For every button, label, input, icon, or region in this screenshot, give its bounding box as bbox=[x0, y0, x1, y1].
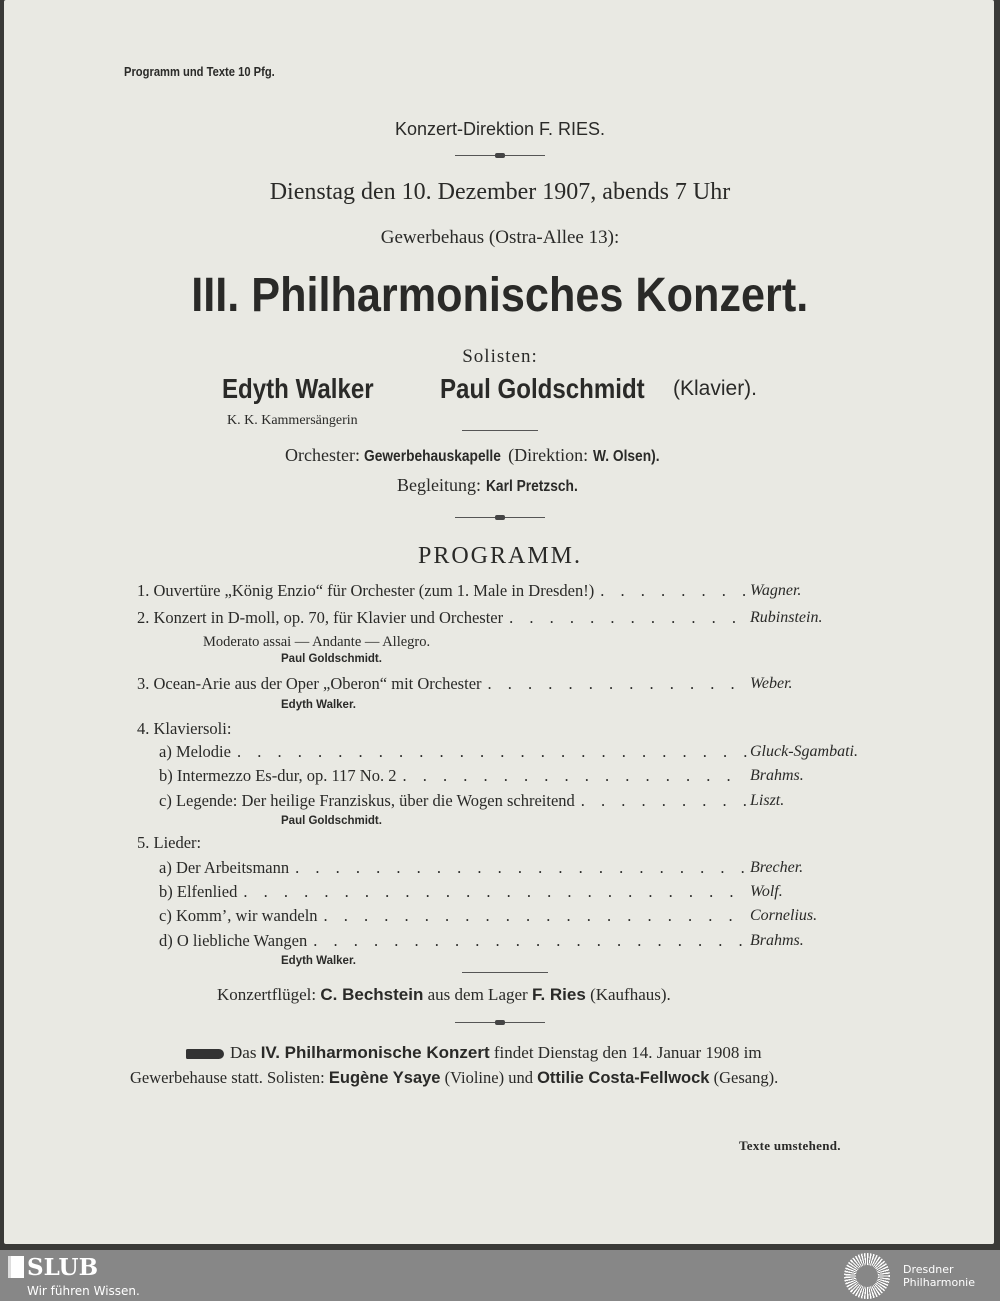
composer: Liszt. bbox=[750, 792, 785, 809]
concert-date: Dienstag den 10. Dezember 1907, abends 7 Uhr bbox=[269, 179, 731, 205]
ornament-divider bbox=[455, 517, 545, 520]
soloists-label: Solisten: bbox=[462, 346, 538, 367]
performer: Paul Goldschmidt. bbox=[281, 653, 382, 665]
performer: Paul Goldschmidt. bbox=[281, 815, 382, 827]
ornament-divider bbox=[455, 1022, 545, 1025]
performer: Edyth Walker. bbox=[281, 699, 356, 711]
program-item-5b: b) Elfenlied . . . bbox=[137, 882, 747, 902]
philharmonie-logo-icon bbox=[844, 1253, 890, 1299]
soloist-walker: Edyth Walker bbox=[222, 373, 374, 404]
program-item-5: 5. Lieder: bbox=[137, 833, 202, 852]
composer: Wolf. bbox=[750, 883, 783, 900]
orchestra-line: Orchester: Gewerbehauskapelle (Direktion: W. Olsen). bbox=[285, 445, 660, 465]
slub-book-icon bbox=[8, 1256, 24, 1278]
concert-title: III. Philharmonisches Konzert. bbox=[191, 269, 809, 322]
composer: Brahms. bbox=[750, 932, 804, 949]
ornament-divider bbox=[455, 155, 545, 158]
program-item-5a: a) Der Arbeitsmann . . . bbox=[137, 858, 747, 878]
program-heading: PROGRAMM. bbox=[417, 543, 583, 569]
divider bbox=[462, 430, 538, 431]
verso-note: Texte umstehend. bbox=[739, 1138, 841, 1153]
soloist-title: K. K. Kammersängerin bbox=[227, 413, 358, 428]
pointing-hand-icon bbox=[186, 1049, 224, 1059]
soloist-instrument: (Klavier). bbox=[673, 377, 758, 400]
program-item-2: 2. Konzert in D-moll, op. 70, für Klavier und Orchester . . . bbox=[137, 608, 747, 628]
program-item-4c: c) Legende: Der heilige Franziskus, über die Wogen schreitend . . . bbox=[137, 791, 747, 811]
movements: Moderato assai — Andante — Allegro. bbox=[203, 634, 431, 650]
slub-tagline: Wir führen Wissen. bbox=[27, 1284, 140, 1298]
program-item-5d: d) O liebliche Wangen . . . bbox=[137, 931, 747, 951]
composer: Gluck-Sgambati. bbox=[750, 743, 858, 760]
composer: Wagner. bbox=[750, 582, 802, 599]
program-item-3: 3. Ocean-Arie aus der Oper „Oberon“ mit Orchester . . . bbox=[137, 674, 747, 694]
program-item-1: 1. Ouvertüre „König Enzio“ für Orchester (zum 1. Male in Dresden!) . . . bbox=[137, 581, 747, 601]
program-item-5c: c) Komm’, wir wandeln . . . bbox=[137, 906, 747, 926]
concert-direction: Konzert-Direktion F. RIES. bbox=[394, 119, 606, 139]
performer: Edyth Walker. bbox=[281, 955, 356, 967]
venue: Gewerbehaus (Ostra-Allee 13): bbox=[380, 227, 620, 248]
program-item-4b: b) Intermezzo Es-dur, op. 117 No. 2 . . . bbox=[137, 766, 747, 786]
composer: Brahms. bbox=[750, 767, 804, 784]
soloist-goldschmidt: Paul Goldschmidt bbox=[440, 373, 645, 404]
philharmonie-name[interactable]: Dresdner Philharmonie bbox=[903, 1263, 975, 1289]
piano-credit: Konzertflügel: C. Bechstein aus dem Lager F. Ries (Kaufhaus). bbox=[217, 985, 671, 1004]
price-note: Programm und Texte 10 Pfg. bbox=[124, 64, 275, 79]
composer: Weber. bbox=[750, 675, 793, 692]
slub-logo[interactable]: SLUB bbox=[27, 1254, 99, 1281]
next-concert-notice: Das IV. Philharmonische Konzert findet Dienstag den 14. Januar 1908 im bbox=[186, 1043, 762, 1063]
divider bbox=[462, 972, 548, 973]
composer: Brecher. bbox=[750, 859, 804, 876]
composer: Rubinstein. bbox=[750, 609, 823, 626]
footer-bar bbox=[0, 1250, 1000, 1301]
next-concert-notice-line2: Gewerbehause statt. Solisten: Eugène Ysaye (Violine) und Ottilie Costa-Fellwock (Gesang). bbox=[130, 1068, 779, 1087]
accompanist-line: Begleitung: Karl Pretzsch. bbox=[397, 475, 578, 495]
program-item-4: 4. Klaviersoli: bbox=[137, 719, 232, 738]
program-item-4a: a) Melodie . . . bbox=[137, 742, 747, 762]
composer: Cornelius. bbox=[750, 907, 818, 924]
